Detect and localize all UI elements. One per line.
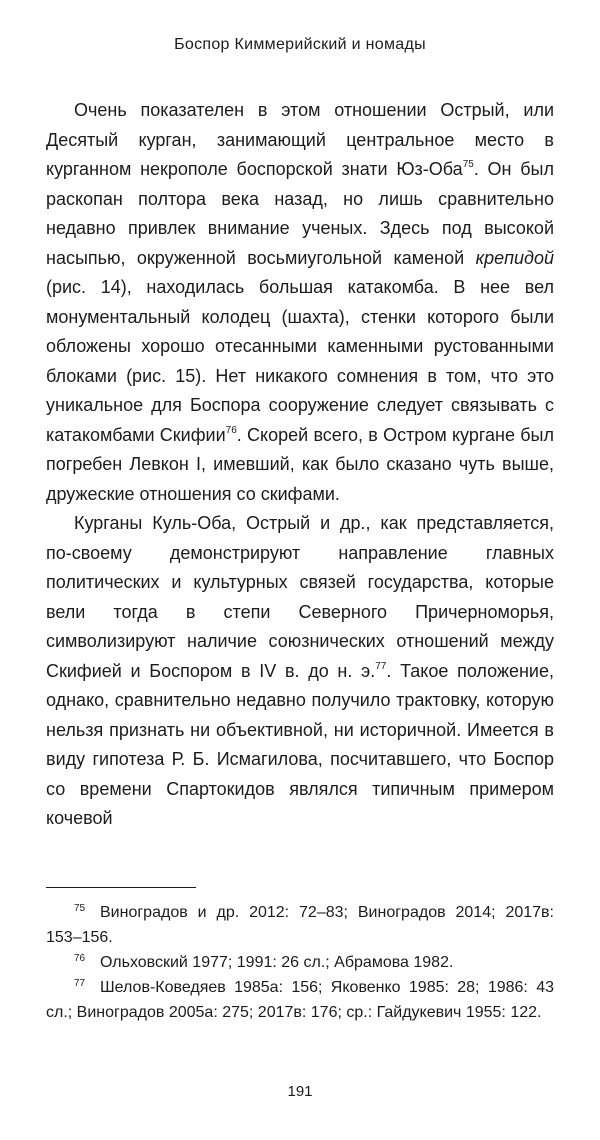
footnotes [46,900,554,1025]
footnote-ref-75: 75 [462,159,474,170]
paragraph-2-text-b: . Такое положение, однако, сравнительно недавно получило трактовку, которую нельзя признать ни объективной, ни историчной. Имеется в виду гипотеза Р. Б. Исмагилова, посчитавшего, что Боспор со времени Спартокидов являлся типичным примером кочевой [46,660,555,828]
footnote-77: 77 Шелов-Коведяев 1985а: 156; Яковенко 1985: 28; 1986: 43 сл.; Виноградов 2005а: 275; 2017в: 176; ср.: Гайдукевич 1955: 122. [46,978,554,1021]
page-number: 191 [287,1083,313,1100]
footnote-separator [46,887,196,888]
footnote-text: Ольховский 1977; 1991: 26 сл.; Абрамова 1982. [100,954,454,971]
footnote-75: 75 Виноградов и др. 2012: 72–83; Виноградов 2014; 2017в: 153–156. [46,903,554,946]
footnote-ref-76: 76 [225,424,237,436]
footnote-76: 76 Ольховский 1977; 1991: 26 сл.; Абрамова 1982. [74,953,454,971]
main-text [46,96,554,834]
running-header: Боспор Киммерийский и номады [174,36,426,53]
footnote-ref-77: 77 [375,660,387,672]
paragraph-1-text-a: Очень показателен в этом отношении Острый, или Десятый курган, занимающий центральное место в курганном некрополе боспорской знати Юз-Оба [46,100,554,179]
paragraph-1-text-d: . Скорей всего, в Остром кургане был погребен Левкон I, имевший, как было сказано чуть выше, дружеские отношения со скифами. [46,424,554,504]
paragraph-2-text-a: Курганы Куль-Оба, Острый и др., как представляется, по-своему демонстрируют направление главных политических и культурных связей государства, которые вели тогда в степи Северного Причерноморья, символизируют наличие союзнических отношений между Скифией и Боспором в IV в. до н. э. [46,513,554,681]
paragraph-2 [46,509,554,834]
italic-term: крепидой [475,247,554,268]
paragraph-1 [46,96,554,509]
paragraph-1-text-b: . Он был раскопан полтора века назад, но лишь сравнительно недавно привлек внимание ученых. Здесь под высокой насыпью, окруженной восьмиугольной каменой [46,159,554,268]
footnote-text: Виноградов и др. 2012: 72–83; Виноградов 2014; 2017в: 153–156. [46,904,554,946]
footnote-text: Шелов-Коведяев 1985а: 156; Яковенко 1985: 28; 1986: 43 сл.; Виноградов 2005а: 275; 2017в: 176; ср.: Гайдукевич 1955: 122. [46,979,554,1021]
paragraph-1-text-c: (рис. 14), находилась большая катакомба. В нее вел монументальный колодец (шахта), стенки которого были обложены хорошо отесанными каменными рустованными блоками (рис. 15). Нет никакого сомнения в том, что это уникальное для Боспора сооружение следует связывать с катакомбами Скифии [46,277,554,445]
